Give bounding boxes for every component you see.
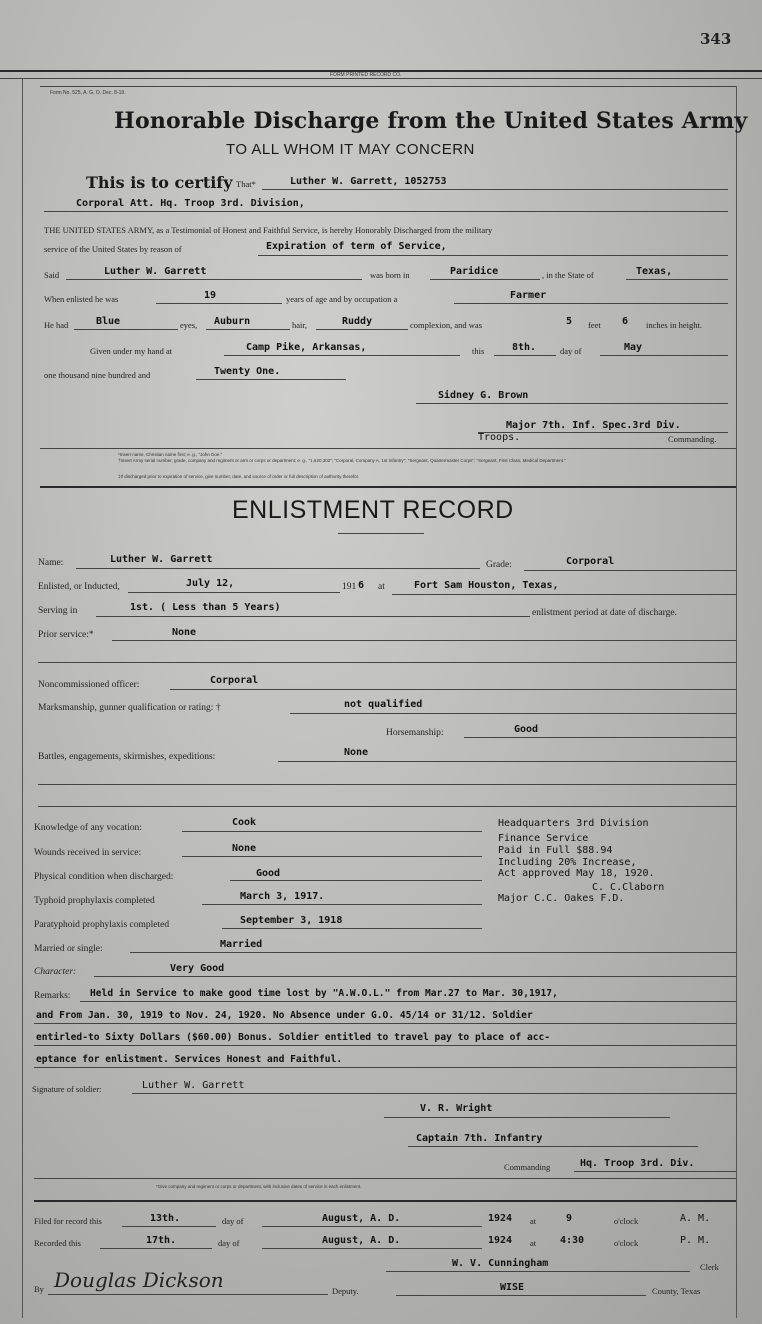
physical-label: Physical condition when discharged: (34, 872, 174, 882)
name-serial: Luther W. Garrett, 1052753 (290, 176, 447, 187)
officer-title: Captain 7th. Infantry (416, 1133, 543, 1144)
occupation: Farmer (510, 290, 547, 301)
complexion: Ruddy (342, 316, 373, 327)
year-label: one thousand nine hundred and (44, 370, 151, 380)
married-label: Married or single: (34, 944, 103, 954)
deputy-signature: Douglas Dickson (54, 1268, 224, 1292)
signer-name: Sidney G. Brown (438, 390, 529, 401)
feet: 5 (566, 316, 573, 327)
rec-day: 17th. (146, 1235, 177, 1246)
remarks-line-1: Held in Service to make good time lost by "A.W.O.L." from Mar.27 to Mar. 30,1917, (90, 988, 558, 999)
enlisted-label: Enlisted, or Inducted, (38, 582, 120, 592)
clerk-name: W. V. Cunningham (452, 1258, 549, 1269)
filed-year: 1924 (488, 1213, 513, 1224)
footnote-3: ‡If discharged prior to expiration of service, give number, date, and source of order or full description of authority therefor. (118, 474, 360, 479)
enlisted-place: Fort Sam Houston, Texas, (414, 580, 559, 591)
character-label: Character: (34, 967, 77, 977)
commanding-label: Commanding. (668, 434, 717, 444)
this-label: this (472, 346, 485, 356)
year-digit: 6 (358, 580, 365, 591)
rec-hour: 4:30 (560, 1235, 585, 1246)
filed-oclock: o'clock (614, 1216, 639, 1226)
finance-line-6: C. C.Claborn (592, 882, 665, 893)
recorded-label: Recorded this (34, 1238, 81, 1248)
typhoid-label: Typhoid prophylaxis completed (34, 896, 155, 906)
month: May (624, 342, 643, 353)
inches-label: inches in height. (646, 320, 702, 330)
header-stamp: FORM PRINTED RECORD CO. (330, 72, 402, 78)
finance-line-3: Paid in Full $88.94 (498, 845, 613, 856)
prior-service: None (172, 627, 197, 638)
said-label: Said (44, 270, 60, 280)
eyes: Blue (96, 316, 121, 327)
finance-line-2: Finance Service (498, 833, 589, 844)
at-label: at (378, 582, 385, 592)
finance-line-7: Major C.C. Oakes F.D. (498, 893, 625, 904)
filed-day-of: day of (222, 1216, 244, 1226)
paratyphoid: September 3, 1918 (240, 915, 343, 926)
battles: None (344, 747, 369, 758)
enlisted-date: July 12, (186, 578, 235, 589)
wounds-label: Wounds received in service: (34, 848, 142, 858)
discharge-title: Honorable Discharge from the United States Army (114, 108, 748, 134)
form-number: Form No. 525, A. G. O. Dec. 8-19. (50, 90, 126, 96)
remarks-line-2: and From Jan. 30, 1919 to Nov. 24, 1920. No Absence under G.O. 45/14 or 31/12. Soldier (36, 1010, 533, 1021)
rec-at: at (530, 1238, 537, 1248)
footnote-2: †Insert Army serial number, grade, company and regiment or arm or corps or department; e. g., "1,620,302"; "Corporal, Company A, 1st Infantry"; "Sergeant, Quartermaster Corps"; "Sergeant, First Class, Medical Department." (118, 458, 566, 463)
county: WISE (500, 1282, 525, 1293)
wounds: None (232, 843, 257, 854)
inches: 6 (622, 316, 629, 327)
finance-line-1: Headquarters 3rd Division (498, 818, 649, 829)
age: 19 (204, 290, 217, 301)
filed-label: Filed for record this (34, 1216, 102, 1226)
given-place: Camp Pike, Arkansas, (246, 342, 367, 353)
serving: 1st. ( Less than 5 Years) (130, 602, 281, 613)
page-number: 343 (700, 30, 732, 48)
rec-ampm: P. M. (680, 1235, 711, 1246)
filed-month: August, A. D. (322, 1213, 401, 1224)
prior-label: Prior service:* (38, 630, 94, 640)
serving-label: Serving in (38, 606, 78, 616)
left-border (22, 78, 23, 1318)
vocation-label: Knowledge of any vocation: (34, 823, 142, 833)
that-label: That* (236, 179, 256, 189)
section-divider (40, 486, 736, 488)
nco-label: Noncommissioned officer: (38, 680, 140, 690)
discharge-subtitle: TO ALL WHOM IT MAY CONCERN (226, 141, 475, 158)
hair: Auburn (214, 316, 251, 327)
right-border (736, 86, 737, 1318)
enlistment-title: ENLISTMENT RECORD (232, 496, 514, 524)
rec-day-of: day of (218, 1238, 240, 1248)
given-label: Given under my hand at (90, 346, 173, 356)
vocation: Cook (232, 817, 257, 828)
year-prefix: 191 (342, 582, 357, 592)
reason: Expiration of term of Service, (266, 241, 447, 252)
character: Very Good (170, 963, 225, 974)
deputy-label: Deputy. (332, 1286, 359, 1296)
name-label: Name: (38, 558, 64, 568)
said-name: Luther W. Garrett (104, 266, 207, 277)
eyes-label: eyes, (180, 320, 198, 330)
battles-label: Battles, engagements, skirmishes, expeditions: (38, 752, 216, 762)
age-suffix: years of age and by occupation a (286, 294, 398, 304)
soldier-signature-label: Signature of soldier: (32, 1084, 102, 1094)
physical: Good (256, 868, 281, 879)
officer-name: V. R. Wright (420, 1103, 493, 1114)
enlisted-age-label: When enlisted he was (44, 294, 119, 304)
top-rule-2 (0, 78, 762, 79)
remarks-line-3: entirled-to Sixty Dollars ($60.00) Bonus. Soldier entitled to travel pay to place of acc- (36, 1032, 551, 1043)
reason-label: service of the United States by reason of (44, 244, 182, 254)
complexion-label: complexion, and was (410, 320, 482, 330)
remarks-label: Remarks: (34, 991, 71, 1001)
enl-commanding-label: Commanding (504, 1162, 551, 1172)
filed-hour: 9 (566, 1213, 573, 1224)
state: Texas, (636, 266, 673, 277)
had-label: He had (44, 320, 69, 330)
certify-text: This is to certify (86, 173, 233, 192)
married: Married (220, 939, 263, 950)
rec-month: August, A. D. (322, 1235, 401, 1246)
unit: Corporal Att. Hq. Troop 3rd. Division, (76, 198, 305, 209)
filed-ampm: A. M. (680, 1213, 711, 1224)
marks-label: Marksmanship, gunner qualification or rating: † (38, 703, 221, 713)
state-label: , in the State of (542, 270, 594, 280)
rec-year: 1924 (488, 1235, 513, 1246)
finance-line-5: Act approved May 18, 1920. (498, 868, 655, 879)
filed-at: at (530, 1216, 537, 1226)
by-label: By (34, 1284, 44, 1294)
day-of-label: day of (560, 346, 582, 356)
marksmanship: not qualified (344, 699, 423, 710)
paratyphoid-label: Paratyphoid prophylaxis completed (34, 920, 170, 930)
enl-name: Luther W. Garrett (110, 554, 213, 565)
nco: Corporal (210, 675, 259, 686)
grade: Corporal (566, 556, 615, 567)
serving-suffix: enlistment period at date of discharge. (532, 608, 677, 618)
form-top-rule (40, 86, 736, 87)
feet-label: feet (588, 320, 601, 330)
horse-label: Horsemanship: (386, 728, 444, 738)
born-in: Paridice (450, 266, 499, 277)
filed-day: 13th. (150, 1213, 181, 1224)
horsemanship: Good (514, 724, 539, 735)
typhoid: March 3, 1917. (240, 891, 325, 902)
statement: THE UNITED STATES ARMY, as a Testimonial of Honest and Faithful Service, is hereby Honorably Discharged from the military (44, 225, 493, 235)
hair-label: hair, (292, 320, 307, 330)
signer-troops: Troops. (478, 432, 521, 443)
rec-oclock: o'clock (614, 1238, 639, 1248)
year: Twenty One. (214, 366, 281, 377)
commanding-unit: Hq. Troop 3rd. Div. (580, 1158, 695, 1169)
fine-print: *Give company and regiment or corps or department, with inclusive dates of service in each enlistment. (156, 1184, 362, 1189)
soldier-signature: Luther W. Garrett (142, 1080, 245, 1091)
remarks-line-4: eptance for enlistment. Services Honest and Faithful. (36, 1054, 343, 1065)
footnote-1: *Insert name, Christian name first; e. g., "John Doe." (118, 452, 223, 457)
county-label: County, Texas (652, 1286, 701, 1296)
day: 8th. (512, 342, 537, 353)
signer-title: Major 7th. Inf. Spec.3rd Div. (506, 420, 681, 431)
finance-line-4: Including 20% Increase, (498, 857, 637, 868)
grade-label: Grade: (486, 560, 512, 570)
born-in-label: was born in (370, 270, 410, 280)
clerk-label: Clerk (700, 1262, 719, 1272)
